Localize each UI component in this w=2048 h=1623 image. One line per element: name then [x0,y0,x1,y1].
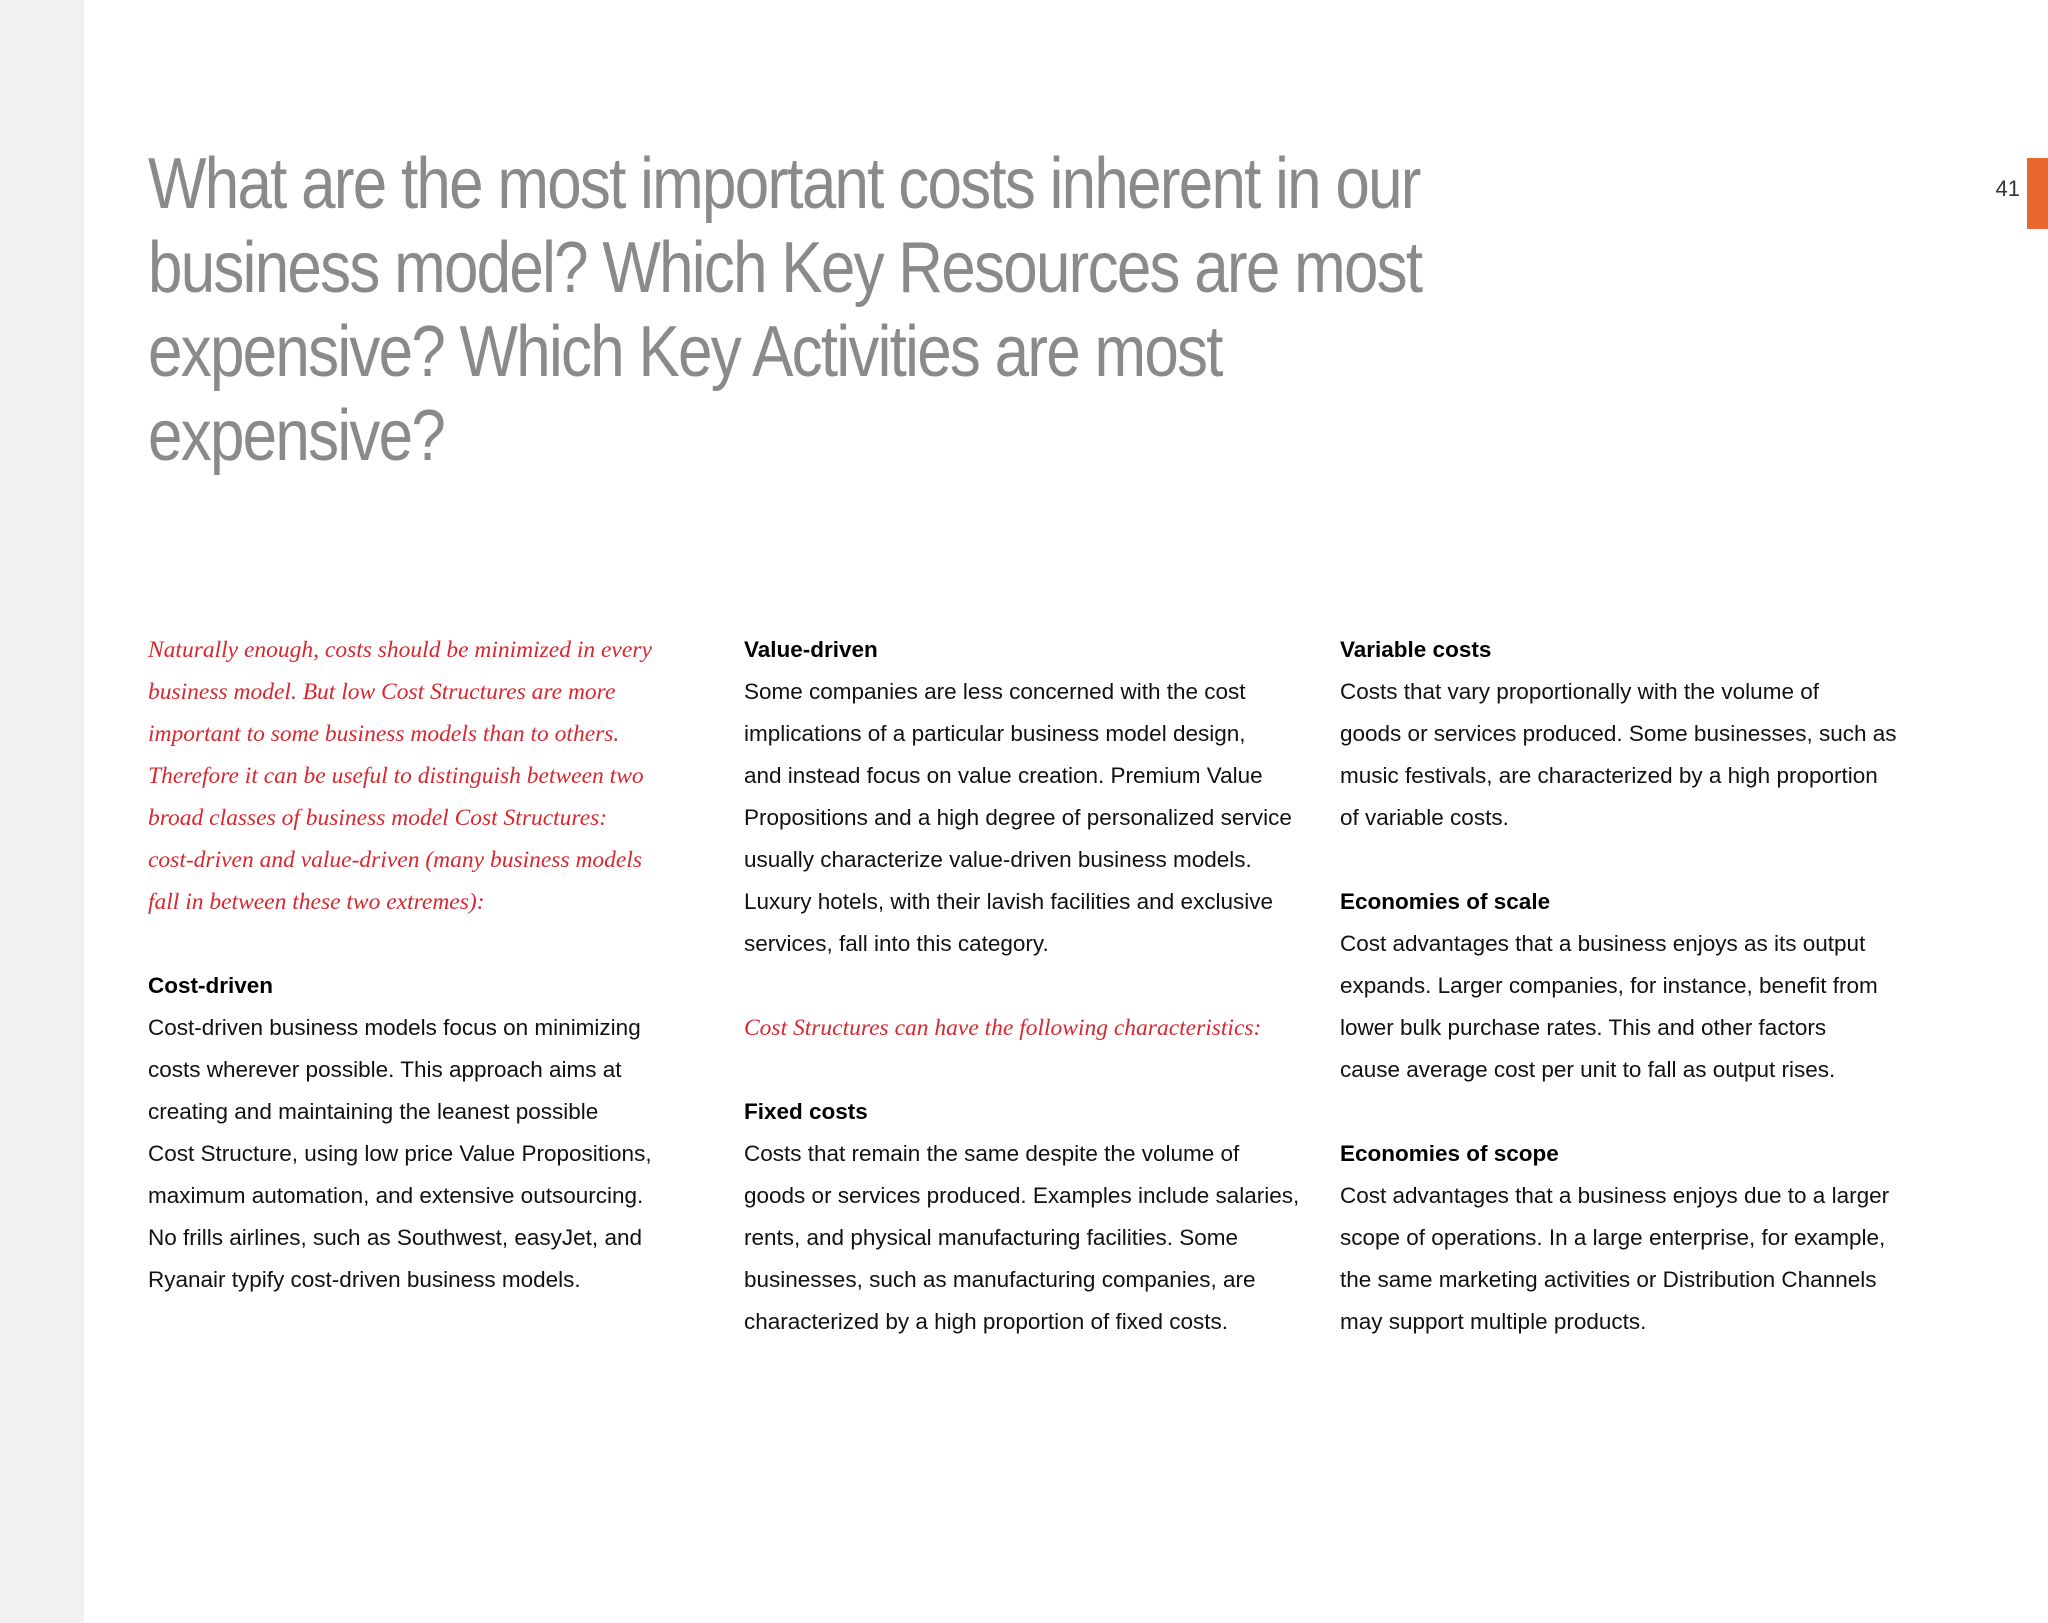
value-driven-heading: Value-driven [744,637,878,662]
page-number: 41 [1995,176,2020,201]
fixed-costs-heading: Fixed costs [744,1099,868,1124]
economies-of-scope-body: Cost advantages that a business enjoys due to a larger scope of operations. In a large enterprise, for example, the same marketing activities or Distribution Channels may support multiple products. [1340,1183,1890,1334]
variable-costs-body: Costs that vary proportionally with the volume of goods or services produced. Some businesses, such as music festivals, are characterized by a high proportion of variable costs. [1340,679,1897,830]
page-edge-tab [2027,158,2048,229]
column-left [148,629,703,1301]
fixed-costs-body: Costs that remain the same despite the volume of goods or services produced. Examples include salaries, rents, and physical manufacturing facilities. Some businesses, such as manufacturing companies, are characterized by a high proportion of fixed costs. [744,1141,1300,1334]
cost-driven-heading: Cost-driven [148,973,274,998]
cost-driven-body: Cost-driven business models focus on minimizing costs wherever possible. This approach aims at creating and maintaining the leanest possible Cost Structure, using low price Value Propositions, maximum automation, and extensive outsourcing. No frills airlines, such as Southwest, easyJet, and Ryanair typify cost-driven business models. [148,1015,652,1292]
characteristics-intro: Cost Structures can have the following characteristics: [744,1015,1262,1041]
page-headline: What are the most important costs inherent in our business model? Which Key Resources are most expensive? Which Key Activities are most expensive? [148,144,1422,476]
spacer [1340,839,1910,881]
economies-of-scale-body: Cost advantages that a business enjoys as its output expands. Larger companies, for instance, benefit from lower bulk purchase rates. This and other factors cause average cost per unit to fall as output rises. [1340,931,1878,1082]
economies-of-scale-heading: Economies of scale [1340,889,1551,914]
spacer [744,965,1314,1007]
spacer [1340,1091,1910,1133]
spacer [148,923,703,965]
economies-of-scope-heading: Economies of scope [1340,1141,1559,1166]
variable-costs-heading: Variable costs [1340,637,1492,662]
left-page-gutter [0,0,84,1623]
column-middle [744,629,1314,1343]
value-driven-body: Some companies are less concerned with the cost implications of a particular business model design, and instead focus on value creation. Premium Value Propositions and a high degree of personalized service usually characterize value-driven business models. Luxury hotels, with their lavish facilities and exclusive services, fall into this category. [744,679,1292,956]
intro-paragraph: Naturally enough, costs should be minimized in every business model. But low Cost Structures are more important to some business models than to others. Therefore it can be useful to distinguish between two broad classes of business model Cost Structures: cost-driven and value-driven (many business models fall in between these two extremes): [148,637,652,915]
spacer [744,1049,1314,1091]
column-right [1340,629,1910,1343]
